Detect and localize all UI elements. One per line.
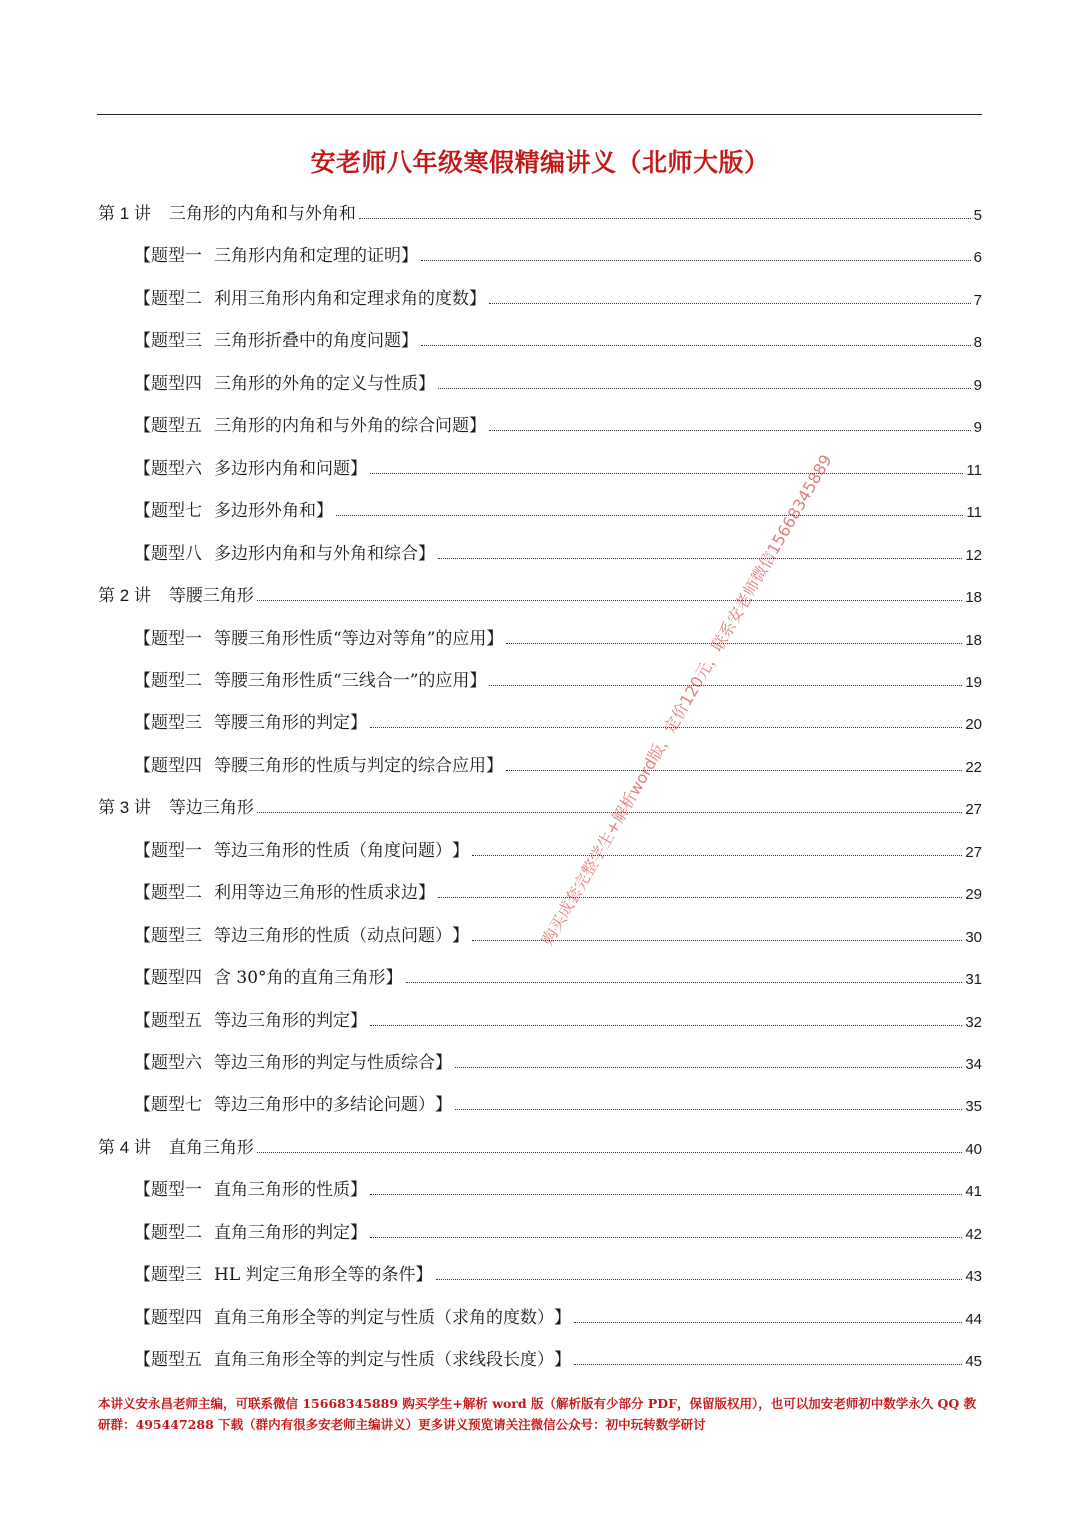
left-bracket: 【: [134, 883, 151, 904]
dot-leader: [506, 643, 962, 644]
topic-label: 题型二: [151, 883, 202, 904]
page-number: 9: [973, 419, 982, 437]
topic-title: 多边形内角和与外角和综合: [214, 543, 418, 564]
toc-topic-entry[interactable]: [0, 954, 1080, 988]
topic-label: 题型二: [151, 670, 202, 691]
page-number: 41: [965, 1183, 982, 1201]
document-title: 安老师八年级寒假精编讲义（北师大版）: [310, 148, 770, 177]
toc-topic-entry[interactable]: [0, 1039, 1080, 1073]
left-bracket: 【: [134, 1350, 151, 1371]
lecture-title: 等边三角形: [168, 798, 254, 819]
right-bracket: 】: [401, 246, 418, 267]
toc-topic-entry[interactable]: [0, 360, 1080, 394]
topic-label: 题型一: [151, 840, 202, 861]
toc-topic-entry[interactable]: [0, 530, 1080, 564]
right-bracket: 】: [469, 416, 486, 437]
left-bracket: 【: [134, 416, 151, 437]
page-number: 11: [966, 504, 982, 522]
page-number: 27: [965, 843, 982, 861]
topic-title: HL 判定三角形全等的条件: [214, 1265, 416, 1286]
right-bracket: 】: [469, 288, 486, 309]
toc-topic-entry[interactable]: [0, 1251, 1080, 1285]
left-bracket: 【: [134, 288, 151, 309]
dot-leader: [421, 260, 971, 261]
toc-topic-entry[interactable]: [0, 615, 1080, 649]
topic-label: 题型一: [151, 628, 202, 649]
page-number: 6: [973, 249, 982, 267]
topic-label: 题型三: [151, 925, 202, 946]
topic-label: 题型四: [151, 373, 202, 394]
page-number: 27: [965, 801, 982, 819]
page-number: 34: [965, 1056, 982, 1073]
toc-topic-entry[interactable]: [0, 1209, 1080, 1243]
topic-label: 题型五: [151, 1350, 202, 1371]
dot-leader: [506, 770, 962, 771]
lecture-number: 第 3 讲: [98, 798, 151, 818]
topic-label: 题型八: [151, 543, 202, 564]
dot-leader: [406, 982, 963, 983]
left-bracket: 【: [134, 670, 151, 691]
footer-note: 本讲义安永昌老师主编，可联系微信 15668345889 购买学生+解析 word 版（解析版有少部分 PDF，保留版权用），也可以加安老师初中数学永久 QQ 教研群：495447288 下载（群内有很多安老师主编讲义）更多讲义预览请关注微信公众号：初中玩转数学研讨: [98, 1396, 977, 1432]
topic-title: 直角三角形全等的判定与性质（求线段长度）: [214, 1350, 554, 1371]
toc-topic-entry[interactable]: [0, 1166, 1080, 1200]
topic-title: 三角形的内角和与外角的综合问题: [214, 416, 469, 437]
left-bracket: 【: [134, 543, 151, 564]
page-number: 19: [965, 673, 982, 691]
dot-leader: [257, 1152, 962, 1153]
toc-topic-entry[interactable]: [0, 402, 1080, 436]
toc-lecture-entry[interactable]: [0, 572, 1080, 606]
topic-title: 多边形内角和问题: [214, 458, 350, 479]
left-bracket: 【: [134, 1053, 151, 1073]
toc-topic-entry[interactable]: [0, 1081, 1080, 1115]
topic-label: 题型五: [151, 1010, 202, 1031]
left-bracket: 【: [134, 331, 151, 352]
topic-title: 多边形外角和: [214, 501, 316, 522]
right-bracket: 】: [435, 1095, 452, 1116]
dot-leader: [436, 1279, 963, 1280]
topic-label: 题型三: [151, 1265, 202, 1286]
page-number: 31: [965, 971, 982, 989]
toc-topic-entry[interactable]: [0, 275, 1080, 309]
left-bracket: 【: [134, 373, 151, 394]
dot-leader: [489, 430, 971, 431]
toc-topic-entry[interactable]: [0, 487, 1080, 521]
topic-title: 直角三角形的判定: [214, 1222, 350, 1243]
topic-title: 等边三角形的判定与性质综合: [214, 1053, 435, 1073]
topic-title: 利用等边三角形的性质求边: [214, 883, 418, 904]
right-bracket: 】: [415, 1265, 433, 1286]
right-bracket: 】: [316, 501, 333, 522]
dot-leader: [257, 600, 962, 601]
left-bracket: 【: [134, 1222, 151, 1243]
left-bracket: 【: [134, 1180, 151, 1201]
lecture-number: 第 4 讲: [98, 1137, 151, 1157]
page-number: 12: [965, 546, 982, 564]
topic-title: 等腰三角形的性质与判定的综合应用: [214, 755, 486, 776]
toc-topic-entry[interactable]: [0, 699, 1080, 733]
topic-label: 题型二: [151, 288, 202, 309]
topic-title: 直角三角形全等的判定与性质（求角的度数）: [214, 1307, 554, 1328]
toc-topic-entry[interactable]: [0, 232, 1080, 266]
left-bracket: 【: [134, 501, 151, 522]
toc-topic-entry[interactable]: [0, 997, 1080, 1031]
right-bracket: 】: [452, 925, 469, 946]
left-bracket: 【: [134, 1010, 151, 1031]
page-number: 18: [965, 589, 982, 607]
dot-leader: [438, 388, 971, 389]
topic-label: 题型三: [151, 331, 202, 352]
lecture-title: 直角三角形: [168, 1137, 254, 1158]
topic-label: 题型七: [151, 501, 202, 522]
dot-leader: [574, 1364, 962, 1365]
header-rule: [97, 114, 982, 115]
topic-label: 题型二: [151, 1222, 202, 1243]
left-bracket: 【: [134, 713, 151, 734]
toc-lecture-entry[interactable]: [0, 1124, 1080, 1158]
right-bracket: 】: [418, 883, 435, 904]
topic-title: 等腰三角形性质“三线合一”的应用: [214, 670, 470, 691]
topic-title: 三角形折叠中的角度问题: [214, 331, 401, 352]
dot-leader: [370, 1194, 962, 1195]
dot-leader: [438, 558, 962, 559]
topic-label: 题型七: [151, 1095, 202, 1116]
topic-title: 三角形的外角的定义与性质: [214, 373, 418, 394]
topic-label: 题型六: [151, 1053, 202, 1073]
left-bracket: 【: [134, 755, 151, 776]
page-number: 22: [965, 758, 982, 776]
topic-title: 等边三角形中的多结论问题）: [214, 1095, 435, 1116]
page-number: 8: [973, 334, 982, 352]
page-number: 11: [966, 461, 982, 479]
topic-title: 等腰三角形的判定: [214, 713, 350, 734]
right-bracket: 】: [350, 458, 367, 479]
page-number: 30: [965, 928, 982, 946]
left-bracket: 【: [134, 968, 151, 989]
toc-topic-entry[interactable]: [0, 317, 1080, 351]
page-number: 40: [965, 1140, 982, 1158]
dot-leader: [370, 1237, 962, 1238]
topic-label: 题型四: [151, 755, 202, 776]
right-bracket: 】: [554, 1307, 571, 1328]
dot-leader: [574, 1322, 962, 1323]
right-bracket: 】: [452, 840, 469, 861]
toc-topic-entry[interactable]: [0, 657, 1080, 691]
dot-leader: [370, 1025, 962, 1026]
right-bracket: 】: [385, 968, 403, 989]
toc-topic-entry[interactable]: [0, 742, 1080, 776]
right-bracket: 】: [435, 1053, 452, 1073]
topic-title: 等腰三角形性质“等边对等角”的应用: [214, 628, 487, 649]
left-bracket: 【: [134, 1265, 151, 1286]
topic-title: 等边三角形的性质（动点问题）: [214, 925, 452, 946]
toc-lecture-entry[interactable]: [0, 784, 1080, 818]
page-number: 20: [965, 716, 982, 734]
left-bracket: 【: [134, 1095, 151, 1116]
toc-topic-entry[interactable]: [0, 827, 1080, 861]
topic-title: 三角形内角和定理的证明: [214, 246, 401, 267]
dot-leader: [489, 303, 971, 304]
topic-title: 等边三角形的性质（角度问题）: [214, 840, 452, 861]
dot-leader: [359, 218, 971, 219]
dot-leader: [370, 473, 963, 474]
page-number: 32: [965, 1013, 982, 1031]
page-number: 5: [973, 207, 982, 224]
dot-leader: [472, 855, 962, 856]
topic-label: 题型一: [151, 246, 202, 267]
right-bracket: 】: [486, 755, 503, 776]
lecture-title: 等腰三角形: [168, 586, 254, 607]
page-number: 7: [973, 291, 982, 309]
right-bracket: 】: [469, 670, 487, 691]
toc-lecture-entry[interactable]: [0, 190, 1080, 224]
dot-leader: [455, 1067, 962, 1068]
dot-leader: [438, 897, 962, 898]
topic-label: 题型一: [151, 1180, 202, 1201]
topic-title: 等边三角形的判定: [214, 1010, 350, 1031]
topic-label: 题型六: [151, 458, 202, 479]
page-number: 35: [965, 1098, 982, 1116]
left-bracket: 【: [134, 1307, 151, 1328]
right-bracket: 】: [350, 1180, 367, 1201]
right-bracket: 】: [418, 543, 435, 564]
topic-label: 题型四: [151, 1307, 202, 1328]
lecture-title: 三角形的内角和与外角和: [168, 204, 356, 224]
left-bracket: 【: [134, 925, 151, 946]
dot-leader: [336, 515, 963, 516]
page-number: 18: [965, 631, 982, 649]
right-bracket: 】: [554, 1350, 571, 1371]
toc-topic-entry[interactable]: [0, 869, 1080, 903]
page-number: 9: [973, 376, 982, 394]
dot-leader: [489, 685, 962, 686]
left-bracket: 【: [134, 246, 151, 267]
page-number: 45: [965, 1353, 982, 1371]
right-bracket: 】: [418, 373, 435, 394]
topic-label: 题型五: [151, 416, 202, 437]
left-bracket: 【: [134, 840, 151, 861]
right-bracket: 】: [350, 1010, 367, 1031]
toc-topic-entry[interactable]: [0, 1294, 1080, 1328]
page-number: 43: [965, 1268, 982, 1286]
page-number: 29: [965, 886, 982, 904]
right-bracket: 】: [486, 628, 504, 649]
page-number: 44: [965, 1310, 982, 1328]
left-bracket: 【: [134, 628, 151, 649]
watermark: 购买成套完整学生+解析word版，定价120元，联系安老师微信15668345889: [537, 451, 836, 949]
topic-label: 题型三: [151, 713, 202, 734]
right-bracket: 】: [350, 1222, 367, 1243]
topic-title: 直角三角形的性质: [214, 1180, 350, 1201]
dot-leader: [455, 1109, 962, 1110]
topic-title: 利用三角形内角和定理求角的度数: [214, 288, 469, 309]
toc-topic-entry[interactable]: [0, 445, 1080, 479]
dot-leader: [421, 345, 971, 346]
topic-title: 含 30°角的直角三角形: [214, 968, 386, 989]
toc-topic-entry[interactable]: [0, 1336, 1080, 1370]
right-bracket: 】: [350, 713, 367, 734]
lecture-number: 第 1 讲: [98, 204, 151, 223]
topic-label: 题型四: [151, 968, 202, 989]
right-bracket: 】: [401, 331, 418, 352]
page-number: 42: [965, 1225, 982, 1243]
left-bracket: 【: [134, 458, 151, 479]
lecture-number: 第 2 讲: [98, 586, 151, 606]
